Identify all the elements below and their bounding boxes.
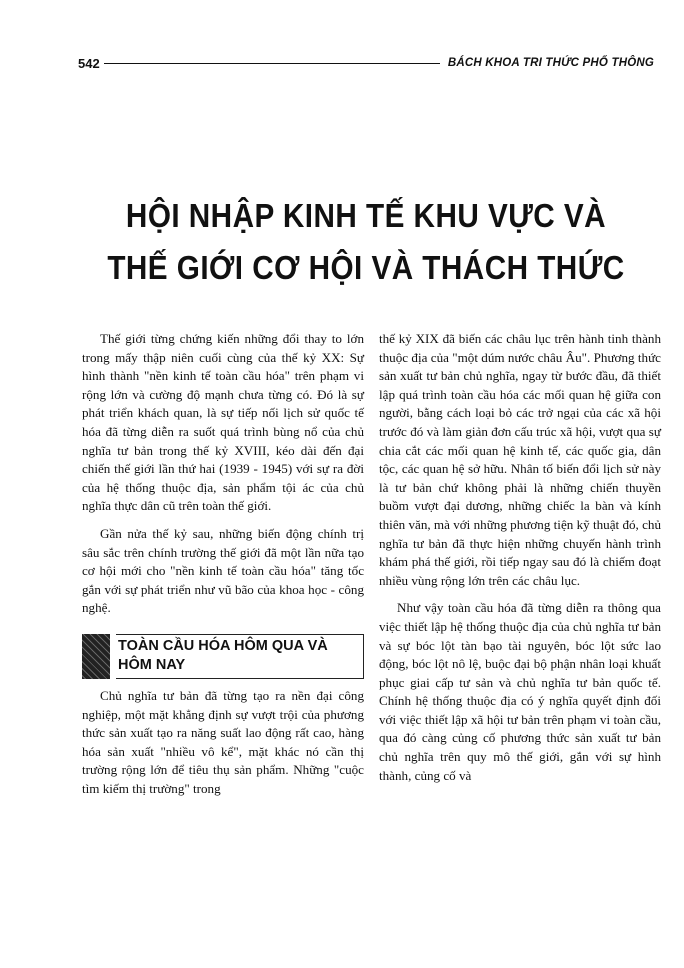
- section-title-line-2: HÔM NAY: [118, 656, 186, 673]
- article-title-line-2: THẾ GIỚI CƠ HỘI VÀ THÁCH THỨC: [107, 249, 625, 286]
- paragraph: Thế giới từng chứng kiến những đổi thay to lớn trong mấy thập niên cuối cùng của thế kỷ XX: Sự hình thành "nền kinh tế toàn cầu hóa" trên phạm vi rộng lớn và cường độ mạnh chưa từng có. Đó là sự phát triển khách quan, là sự tiếp nối lịch sử quốc tế hóa đã từng diễn ra suốt quá trình bùng nổ của chủ nghĩa tư bản trong thế kỷ XVIII, kéo dài đến đại chiến thế giới lần thứ hai (1939 - 1945) với sự ra đời của hệ thống thuộc địa, sản phẩm tội ác của chủ nghĩa thực dân cũ trên toàn thế giới.: [82, 331, 364, 514]
- section-title: [116, 634, 364, 679]
- header-rule: [104, 63, 440, 64]
- left-column: [82, 330, 364, 807]
- section-marker-icon: [82, 634, 110, 679]
- page-number: 542: [78, 55, 100, 71]
- paragraph: Chủ nghĩa tư bản đã từng tạo ra nền đại công nghiệp, một mặt khẳng định sự vượt trội của phương thức sản xuất tạo ra năng suất lao động rất cao, hàng hóa sản xuất "nhiều vô kể", mặt khác nó cần thị trường rộng lớn để tiêu thụ sản phẩm. Những "cuộc tìm kiếm thị trường" trong: [82, 687, 364, 796]
- section-heading: [82, 634, 364, 679]
- article-title-line-1: HỘI NHẬP KINH TẾ KHU VỰC VÀ: [125, 197, 607, 234]
- paragraph: thế kỷ XIX đã biến các châu lục trên hành tinh thành thuộc địa của "một dúm nước châu Âu". Phương thức sản xuất tư bản chủ nghĩa, ngay từ bước đầu, đã thiết lập quá trình toàn cầu hóa các mối quan hệ giữa con người, bằng cách loại bỏ các trở ngại của các xã hội trước đó và làm giản đơn cấu trúc xã hội, vượt qua sự chia cắt các mối quan hệ kinh tế, các quốc gia, dân tộc, các quan hệ sở hữu. Nhân tố biến đổi lịch sử này là tư bản chứ không phải là những chiến thuyền buồm vượt đại dương, những chiếc la bàn và kính thiên văn, mà với những phương tiện kỹ thuật đó, chủ nghĩa tư bản đã thực hiện những chuyến hành trình khám phá thế giới, rồi tiếp ngay sau đó là chiếm đoạt nhiều vùng rộng lớn trên các châu lục.: [379, 331, 661, 588]
- paragraph: Gần nửa thế kỷ sau, những biến động chính trị sâu sắc trên chính trường thế giới đã một lần nữa tạo cơ hội mới cho "nền kinh tế toàn cầu hóa" tăng tốc gắn với sự phát triển như vũ bão của khoa học - công nghệ.: [82, 525, 364, 616]
- right-column: [379, 330, 661, 794]
- article-title: [107, 190, 625, 294]
- running-title: BÁCH KHOA TRI THỨC PHỔ THÔNG: [447, 57, 654, 69]
- page-header: [78, 52, 654, 74]
- paragraph: Như vậy toàn cầu hóa đã từng diễn ra thông qua việc thiết lập hệ thống thuộc địa của chủ nghĩa tư bản và sự bóc lột tàn bạo tài nguyên, bóc lột sức lao động, bóc lột nô lệ, buộc đại bộ phận nhân loại khuất phục giai cấp tư sản và chủ nghĩa tư bản quốc tế. Chính hệ thống thuộc địa có ý nghĩa quyết định đối với việc thiết lập xã hội tư bản trên phạm vi toàn cầu, qua đó càng củng cố phương thức sản xuất tư bản chủ nghĩa trên quy mô thế giới, gắn với sự hình thành, củng cố và: [379, 600, 661, 783]
- section-title-line-1: TOÀN CẦU HÓA HÔM QUA VÀ: [118, 637, 328, 654]
